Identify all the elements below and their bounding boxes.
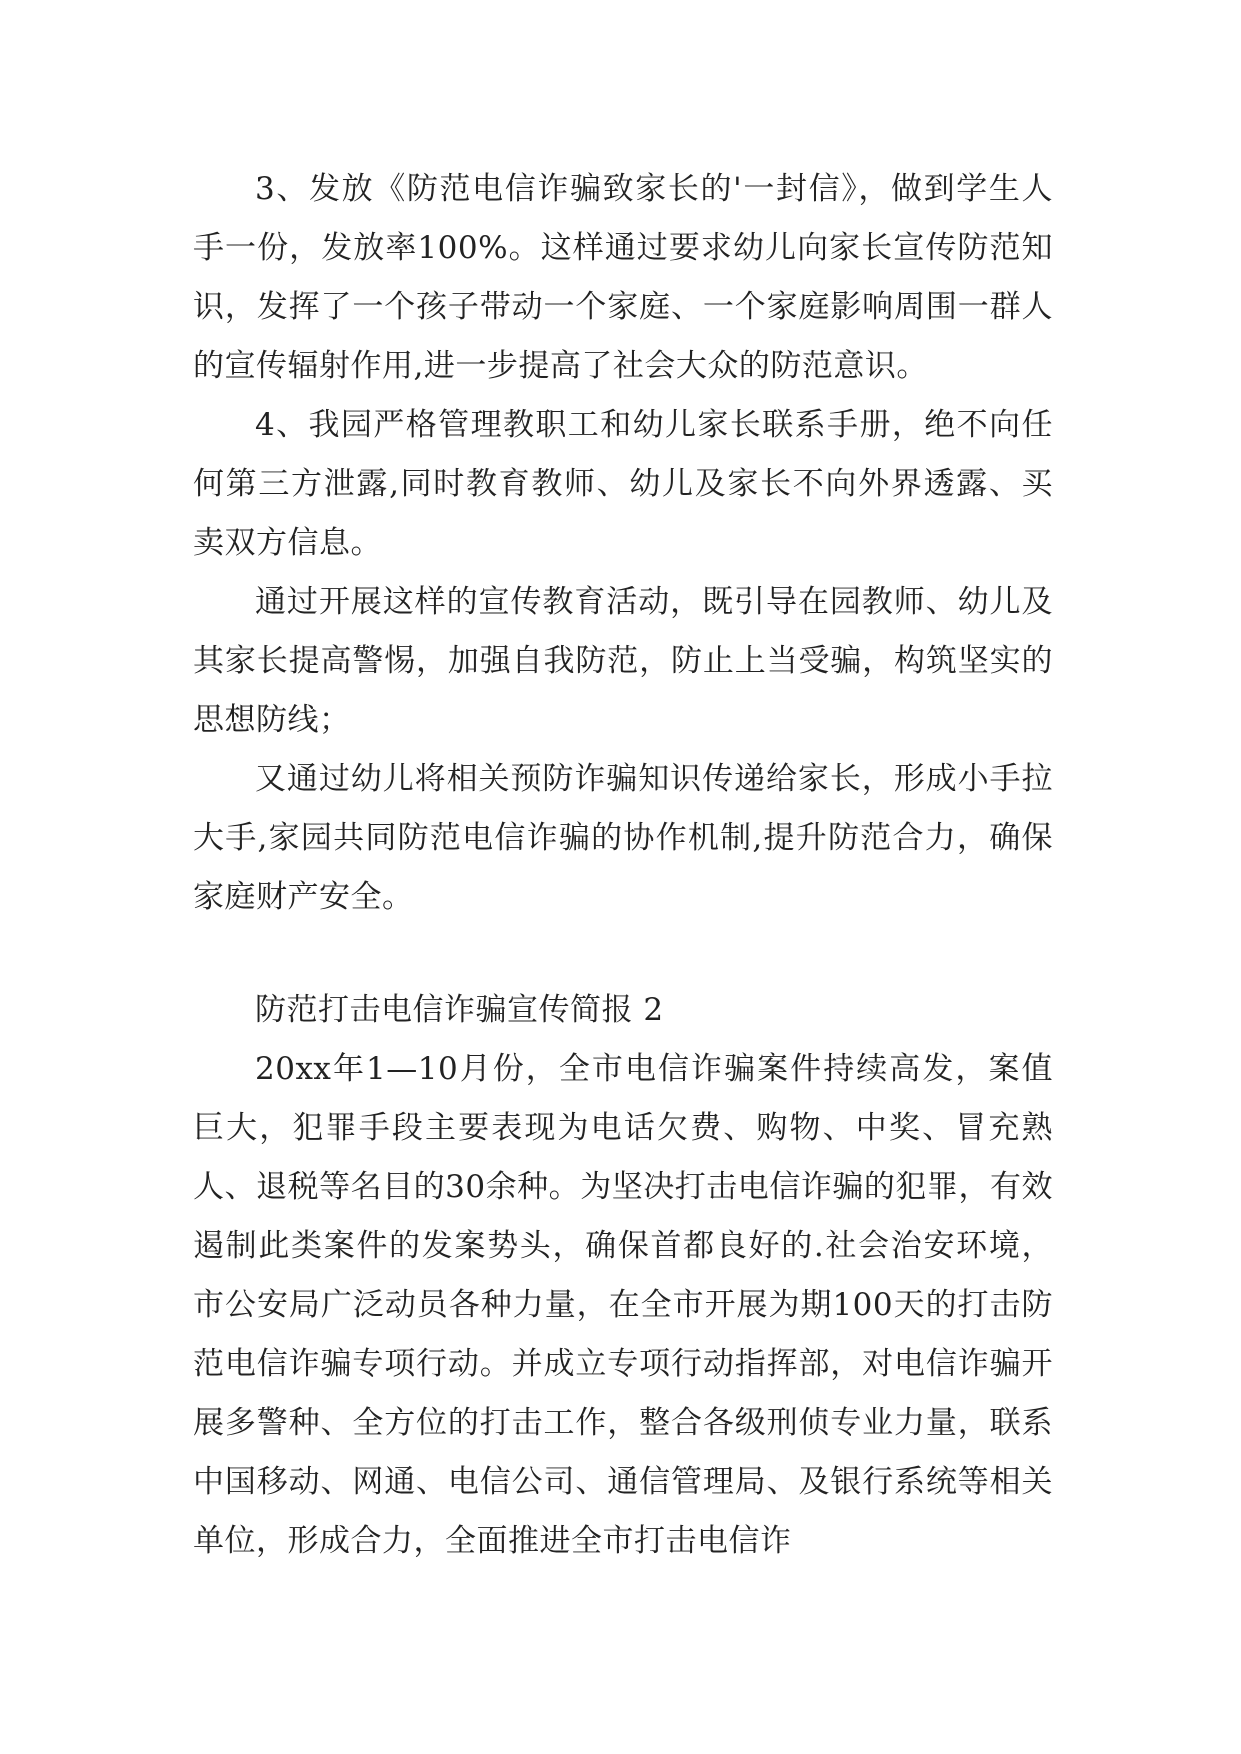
section-gap: [193, 927, 1053, 981]
document-body: [193, 160, 1053, 1571]
section-title: 防范打击电信诈骗宣传简报 2: [255, 992, 664, 1028]
paragraph-summary-1: 通过开展这样的宣传教育活动，既引导在园教师、幼儿及其家长提高警惕，加强自我防范，防止上当受骗，构筑坚实的思想防线；: [193, 584, 1053, 738]
paragraph-item-4: 4、我园严格管理教职工和幼儿家长联系手册，绝不向任何第三方泄露,同时教育教师、幼儿及家长不向外界透露、买卖双方信息。: [193, 407, 1053, 561]
paragraph-report-body: 20xx年1—10月份，全市电信诈骗案件持续高发，案值巨大，犯罪手段主要表现为电话欠费、购物、中奖、冒充熟人、退税等名目的30余种。为坚决打击电信诈骗的犯罪，有效遏制此类案件的发案势头，确保首都良好的.社会治安环境，市公安局广泛动员各种力量，在全市开展为期100天的打击防范电信诈骗专项行动。并成立专项行动指挥部，对电信诈骗开展多警种、全方位的打击工作，整合各级刑侦专业力量，联系中国移动、网通、电信公司、通信管理局、及银行系统等相关单位，形成合力，全面推进全市打击电信诈: [193, 1051, 1053, 1559]
paragraph-summary-2: 又通过幼儿将相关预防诈骗知识传递给家长，形成小手拉大手,家园共同防范电信诈骗的协作机制,提升防范合力，确保家庭财产安全。: [193, 761, 1053, 915]
paragraph-item-3: 3、发放《防范电信诈骗致家长的'一封信》，做到学生人手一份，发放率100%。这样通过要求幼儿向家长宣传防范知识，发挥了一个孩子带动一个家庭、一个家庭影响周围一群人的宣传辐射作用,进一步提高了社会大众的防范意识。: [193, 171, 1053, 384]
